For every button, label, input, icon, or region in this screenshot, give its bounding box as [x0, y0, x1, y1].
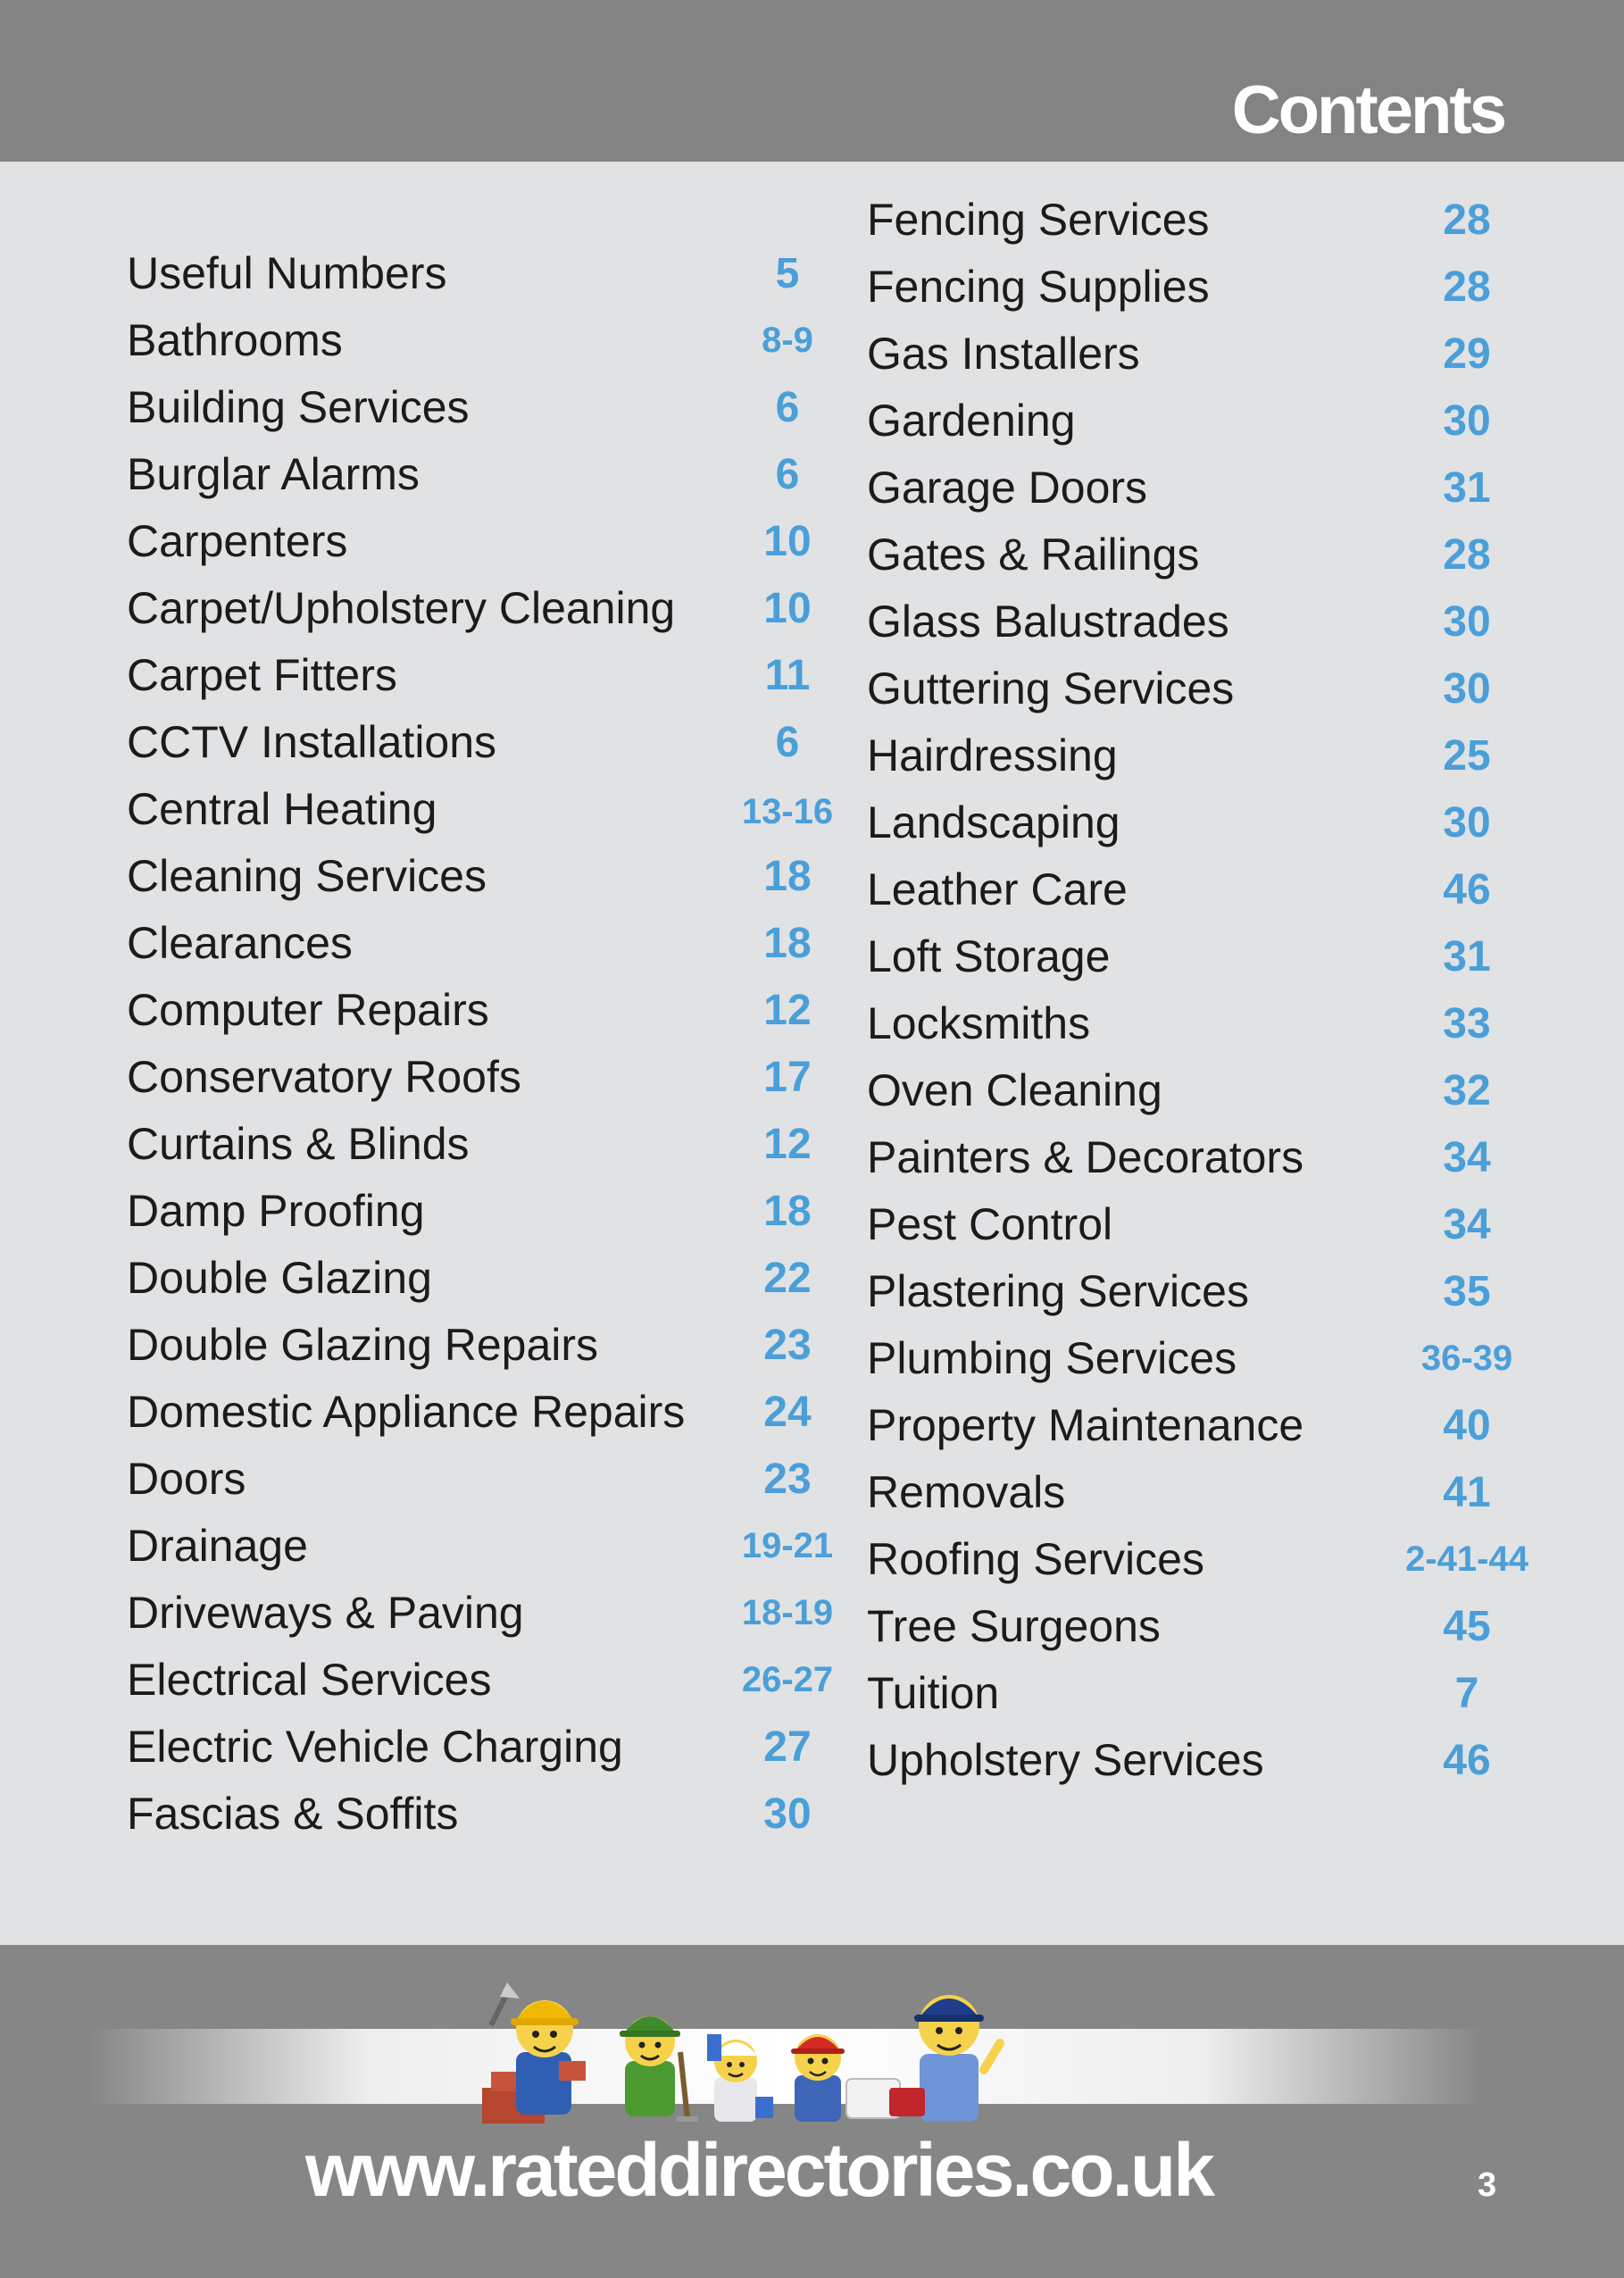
entry-page-number: 30	[1443, 665, 1491, 713]
entry-label: Driveways & Paving	[127, 1588, 524, 1638]
website-url: www.rateddirectories.co.uk	[305, 2128, 1212, 2212]
contents-entry	[867, 722, 1545, 789]
entry-page-number: 30	[763, 1790, 812, 1838]
contents-entry	[867, 655, 1545, 722]
contents-entry	[127, 441, 805, 508]
entry-page-number: 46	[1443, 1737, 1491, 1784]
contents-list-right	[867, 187, 1545, 1794]
contents-entry	[867, 789, 1545, 856]
entry-label: Electric Vehicle Charging	[127, 1722, 623, 1772]
contents-entry	[127, 1312, 812, 1379]
entry-page-number: 33	[1443, 1000, 1491, 1047]
entry-page-number: 17	[763, 1054, 812, 1101]
entry-page-number: 36-39	[1420, 1339, 1513, 1378]
contents-entry	[867, 254, 1545, 321]
entry-page-number: 23	[763, 1456, 812, 1503]
contents-entry	[127, 374, 805, 441]
entry-page-number: 10	[763, 585, 812, 632]
entry-page-number: 18	[763, 920, 812, 967]
contents-entry	[127, 575, 812, 642]
contents-entry	[127, 1580, 834, 1647]
footer	[0, 1945, 1624, 2278]
contents-entry	[867, 1191, 1545, 1258]
contents-entry	[127, 508, 812, 575]
entry-page-number: 6	[775, 451, 800, 498]
entry-label: Burglar Alarms	[127, 449, 420, 499]
entry-label: Fencing Services	[867, 195, 1210, 245]
entry-page-number: 27	[763, 1723, 812, 1771]
contents-entry	[127, 709, 805, 776]
entry-label: Bathrooms	[127, 315, 343, 365]
entry-label: Tree Surgeons	[867, 1601, 1161, 1651]
entry-page-number: 25	[1443, 732, 1491, 780]
builder-mascot-icon	[482, 1982, 586, 2124]
contents-entry	[127, 642, 811, 709]
entry-page-number: 32	[1443, 1067, 1491, 1114]
contents-entry	[127, 1647, 834, 1714]
entry-page-number: 18	[763, 1188, 812, 1235]
entry-page-number: 31	[1443, 464, 1491, 512]
contents-entry	[127, 1379, 812, 1446]
entry-page-number: 29	[1443, 330, 1491, 378]
contents-entry	[867, 990, 1545, 1057]
contents-entry	[867, 1459, 1545, 1526]
contents-entry	[127, 1714, 812, 1781]
entry-page-number: 6	[775, 384, 800, 431]
contents-entry	[127, 776, 834, 843]
contents-entry	[127, 1513, 834, 1580]
entry-page-number: 8-9	[762, 321, 813, 360]
entry-label: CCTV Installations	[127, 717, 497, 767]
entry-label: Removals	[867, 1467, 1066, 1517]
contents-entry	[867, 1727, 1545, 1794]
contents-entry	[867, 388, 1545, 455]
page-number: 3	[1478, 2166, 1497, 2204]
entry-label: Double Glazing Repairs	[127, 1320, 599, 1370]
plumber-mascot-icon	[889, 1995, 1000, 2122]
entry-page-number: 5	[775, 250, 800, 297]
entry-label: Building Services	[127, 382, 470, 432]
entry-page-number: 28	[1443, 531, 1491, 579]
entry-page-number: 30	[1443, 397, 1491, 445]
entry-page-number: 26-27	[741, 1660, 834, 1699]
entry-label: Fencing Supplies	[867, 262, 1210, 312]
entry-page-number: 40	[1443, 1402, 1491, 1449]
entry-page-number: 10	[763, 518, 812, 565]
contents-entry	[127, 910, 812, 977]
entry-page-number: 35	[1443, 1268, 1491, 1315]
contents-entry	[127, 1446, 812, 1513]
contents-entry	[867, 1325, 1545, 1392]
contents-entry	[867, 1593, 1545, 1660]
entry-label: Domestic Appliance Repairs	[127, 1387, 686, 1437]
entry-label: Roofing Services	[867, 1534, 1204, 1584]
entry-label: Property Maintenance	[867, 1400, 1304, 1450]
entry-label: Plumbing Services	[867, 1333, 1237, 1383]
contents-entry	[127, 1781, 812, 1848]
contents-entry	[127, 1178, 812, 1245]
contents-entry	[867, 588, 1545, 655]
mascots-illustration	[473, 1972, 1080, 2132]
entry-label: Carpet/Upholstery Cleaning	[127, 583, 676, 633]
entry-page-number: 46	[1443, 866, 1491, 914]
entry-page-number: 12	[763, 1121, 812, 1168]
contents-entry	[867, 1057, 1545, 1124]
entry-page-number: 22	[763, 1255, 812, 1302]
entry-label: Leather Care	[867, 864, 1128, 914]
entry-label: Garage Doors	[867, 463, 1148, 513]
contents-entry	[127, 843, 812, 910]
entry-label: Electrical Services	[127, 1655, 492, 1705]
entry-page-number: 24	[763, 1389, 812, 1436]
contents-entry	[127, 1044, 812, 1111]
contents-list-left	[127, 240, 834, 1848]
contents-entry	[867, 1258, 1545, 1325]
entry-page-number: 11	[764, 652, 811, 699]
entry-page-number: 30	[1443, 598, 1491, 646]
entry-page-number: 31	[1443, 933, 1491, 980]
entry-label: Guttering Services	[867, 663, 1235, 713]
electrician-mascot-icon	[791, 2034, 900, 2122]
contents-entry	[867, 1124, 1545, 1191]
entry-page-number: 34	[1443, 1134, 1491, 1181]
entry-page-number: 45	[1443, 1603, 1491, 1650]
contents-entry	[867, 522, 1545, 588]
contents-entry	[867, 455, 1545, 522]
entry-label: Gas Installers	[867, 329, 1140, 379]
entry-label: Pest Control	[867, 1199, 1113, 1249]
header-bar	[0, 0, 1624, 162]
entry-page-number: 41	[1443, 1469, 1491, 1516]
entry-label: Cleaning Services	[127, 851, 487, 901]
contents-entry	[867, 1392, 1545, 1459]
entry-label: Upholstery Services	[867, 1735, 1264, 1785]
contents-entry	[867, 1660, 1545, 1727]
entry-page-number: 7	[1454, 1670, 1479, 1717]
entry-page-number: 2-41-44	[1405, 1540, 1528, 1579]
entry-label: Doors	[127, 1454, 246, 1504]
entry-label: Curtains & Blinds	[127, 1119, 470, 1169]
entry-page-number: 18-19	[741, 1593, 834, 1632]
entry-label: Carpenters	[127, 516, 348, 566]
contents-entry	[127, 1111, 812, 1178]
entry-label: Drainage	[127, 1521, 308, 1571]
entry-page-number: 19-21	[741, 1526, 834, 1565]
entry-page-number: 34	[1443, 1201, 1491, 1248]
entry-page-number: 28	[1443, 263, 1491, 311]
contents-entry	[867, 856, 1545, 923]
entry-page-number: 13-16	[741, 792, 834, 831]
entry-label: Fascias & Soffits	[127, 1789, 459, 1839]
entry-page-number: 30	[1443, 799, 1491, 847]
entry-label: Gardening	[867, 396, 1076, 446]
entry-label: Gates & Railings	[867, 530, 1200, 580]
entry-label: Tuition	[867, 1668, 1000, 1718]
entry-label: Oven Cleaning	[867, 1065, 1162, 1115]
entry-page-number: 12	[763, 987, 812, 1034]
entry-label: Locksmiths	[867, 998, 1091, 1048]
entry-label: Clearances	[127, 918, 353, 968]
entry-label: Central Heating	[127, 784, 437, 834]
entry-label: Landscaping	[867, 797, 1120, 847]
entry-page-number: 23	[763, 1322, 812, 1369]
entry-label: Conservatory Roofs	[127, 1052, 521, 1102]
contents-entry	[127, 1245, 812, 1312]
painter-mascot-icon	[707, 2034, 773, 2122]
page-title: Contents	[1231, 72, 1504, 148]
entry-label: Double Glazing	[127, 1253, 432, 1303]
contents-entry	[127, 977, 812, 1044]
entry-label: Computer Repairs	[127, 985, 489, 1035]
contents-entry	[867, 923, 1545, 990]
contents-entry	[867, 187, 1545, 254]
entry-label: Damp Proofing	[127, 1186, 425, 1236]
contents-entry	[127, 307, 813, 374]
entry-page-number: 6	[775, 719, 800, 766]
entry-label: Glass Balustrades	[867, 597, 1229, 647]
entry-label: Loft Storage	[867, 931, 1111, 981]
gardener-mascot-icon	[620, 2016, 698, 2119]
entry-page-number: 18	[763, 853, 812, 900]
entry-page-number: 28	[1443, 196, 1491, 244]
entry-label: Useful Numbers	[127, 248, 447, 298]
entry-label: Painters & Decorators	[867, 1132, 1304, 1182]
entry-label: Carpet Fitters	[127, 650, 397, 700]
contents-entry	[127, 240, 805, 307]
entry-label: Plastering Services	[867, 1266, 1249, 1316]
contents-entry	[867, 1526, 1545, 1593]
entry-label: Hairdressing	[867, 730, 1118, 780]
contents-entry	[867, 321, 1545, 388]
